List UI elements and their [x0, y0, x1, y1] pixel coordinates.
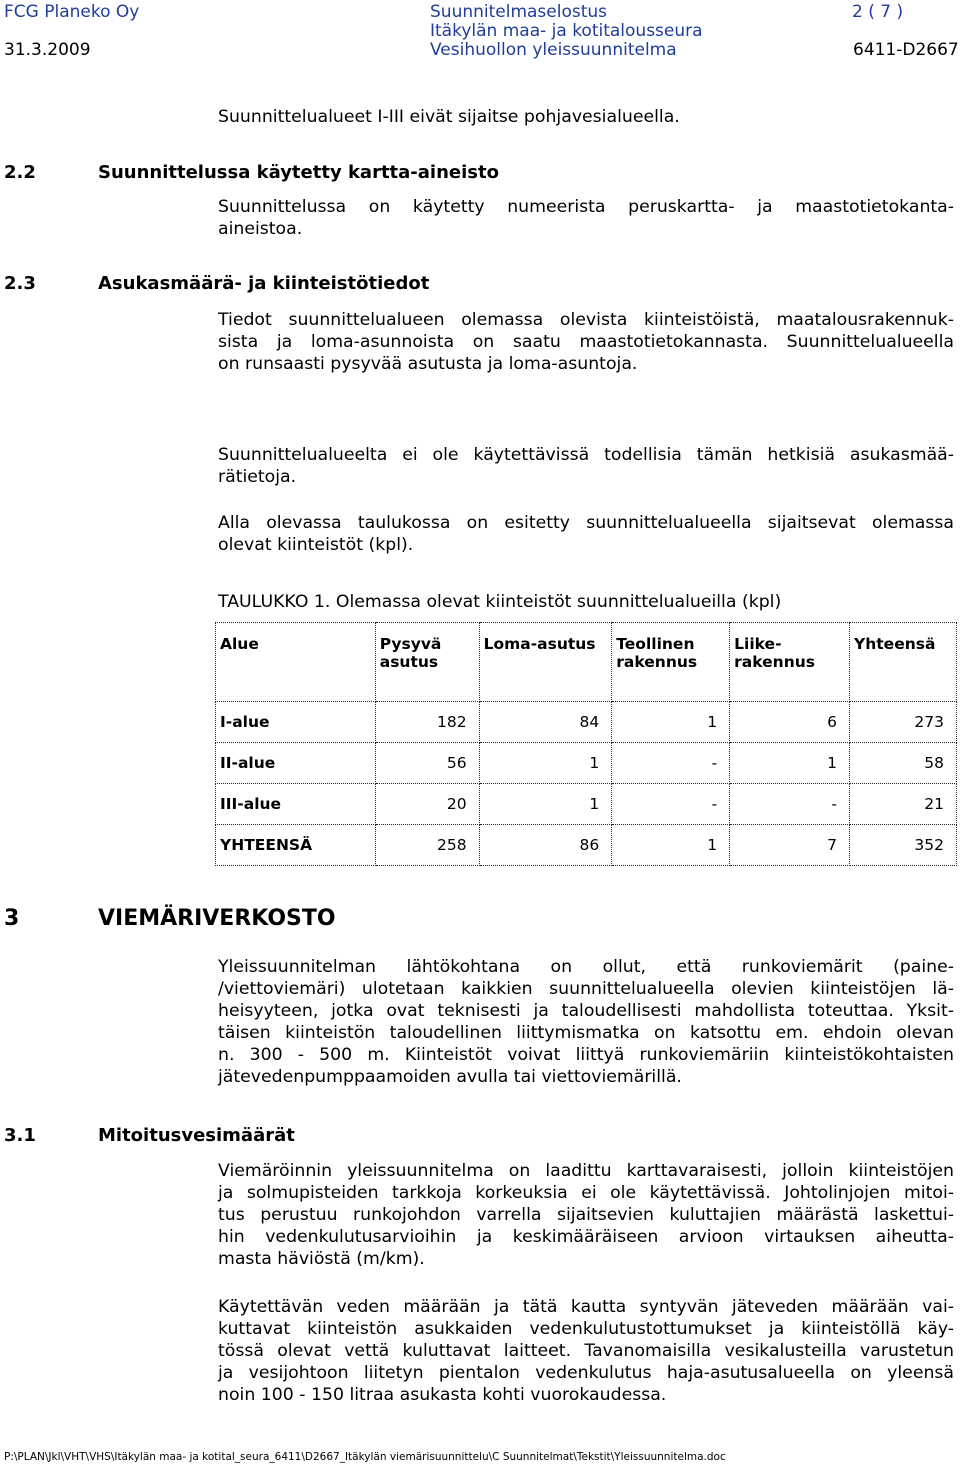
section-2-2-paragraph	[218, 196, 954, 240]
header-page-number: 2 ( 7 )	[852, 2, 904, 22]
section-3-1-title: Mitoitusvesimäärät	[98, 1125, 295, 1146]
table-header-cell: Liike- rakennus	[730, 623, 850, 702]
paragraph-line: Viemäröinnin yleissuunnitelma on laadittu karttavaraisesti, jolloin kiinteistöjen	[218, 1161, 954, 1181]
table-cell: 258	[375, 825, 479, 866]
table-cell: -	[612, 743, 730, 784]
table-caption	[218, 591, 954, 613]
paragraph-line: n. 300 - 500 m. Kiinteistöt voivat liittyä runkoviemäriin kiinteistökohtaisten	[218, 1045, 954, 1065]
paragraph-line: Käytettävän veden määrään ja tätä kautta syntyvän jäteveden määrään vai-	[218, 1297, 954, 1317]
table-header-cell: Pysyvä asutus	[375, 623, 479, 702]
paragraph-line: rätietoja.	[218, 467, 297, 487]
table-cell: 1	[479, 743, 612, 784]
section-2-3-paragraph-2	[218, 444, 954, 488]
paragraph-line: Suunnittelualueelta ei ole käytettävissä todellisia tämän hetkisiä asukasmää-	[218, 445, 954, 465]
table-row	[216, 743, 957, 784]
paragraph-line: olevat kiinteistöt (kpl).	[218, 535, 414, 555]
table-header-row	[216, 623, 957, 702]
table-header-cell: Teollinen rakennus	[612, 623, 730, 702]
header-association: Itäkylän maa- ja kotitalousseura	[430, 21, 703, 41]
paragraph-line: Alla olevassa taulukossa on esitetty suunnittelualueella sijaitsevat olemassa	[218, 513, 954, 533]
paragraph-line: Tiedot suunnittelualueen olemassa olevista kiinteistöistä, maatalousrakennuk-	[218, 310, 954, 330]
paragraph-line: noin 100 - 150 litraa asukasta kohti vuorokaudessa.	[218, 1385, 667, 1405]
header-company: FCG Planeko Oy	[4, 2, 140, 22]
table-cell: 56	[375, 743, 479, 784]
table-cell: 182	[375, 702, 479, 743]
intro-paragraph	[218, 106, 954, 128]
section-2-3-paragraph-3	[218, 512, 954, 556]
table-cell: 21	[850, 784, 957, 825]
table-header-cell: Loma-asutus	[479, 623, 612, 702]
table-cell: -	[730, 784, 850, 825]
section-3-1-number: 3.1	[4, 1125, 36, 1146]
header-date: 31.3.2009	[4, 40, 91, 60]
section-3-paragraph	[218, 956, 954, 1088]
paragraph-line: /viettoviemäri) ulotetaan kaikkien suunnittelualueella olevien kiinteistöjen lä-	[218, 979, 954, 999]
paragraph-line: ja solmupisteiden tarkkoja korkeuksia ei ole käytettävissä. Johtolinjojen mitoi-	[218, 1183, 954, 1203]
paragraph-line: jätevedenpumppaamoiden avulla tai viettoviemärillä.	[218, 1067, 682, 1087]
table-header-cell: Alue	[216, 623, 376, 702]
paragraph-line: heisyyteen, jotka ovat teknisesti ja taloudellisesti mahdollista toteuttaa. Yksit-	[218, 1001, 954, 1021]
table-cell: III-alue	[216, 784, 376, 825]
section-2-2-line: aineistoa.	[218, 219, 303, 239]
header-plan: Vesihuollon yleissuunnitelma	[430, 40, 677, 60]
paragraph-line: ja vesijohtoon liitetyn pientalon vedenkulutus haja-asutusalueella on yleensä	[218, 1363, 954, 1383]
table-caption-text: TAULUKKO 1. Olemassa olevat kiinteistöt suunnittelualueilla (kpl)	[218, 592, 782, 612]
intro-text: Suunnittelualueet I-III eivät sijaitse pohjavesialueella.	[218, 107, 680, 127]
section-3-title: VIEMÄRIVERKOSTO	[98, 906, 336, 931]
paragraph-line: masta häviöstä (m/km).	[218, 1249, 425, 1269]
paragraph-line: tus perustuu runkojohdon varrella sijaitsevien kuluttajien määrästä laskettui-	[218, 1205, 954, 1225]
table-cell: 58	[850, 743, 957, 784]
section-2-2-number: 2.2	[4, 162, 36, 183]
paragraph-line: Yleissuunnitelman lähtökohtana on ollut, että runkoviemärit (paine-	[218, 957, 954, 977]
paragraph-line: täisen kiinteistön taloudellinen liittymismatka on katsottu em. ehdoin olevan	[218, 1023, 954, 1043]
table-cell: 1	[730, 743, 850, 784]
table-cell: YHTEENSÄ	[216, 825, 376, 866]
section-2-3-title: Asukasmäärä- ja kiinteistötiedot	[98, 273, 430, 294]
paragraph-line: sista ja loma-asunnoista on saatu maastotietokannasta. Suunnittelualueella	[218, 332, 954, 352]
section-2-3-number: 2.3	[4, 273, 36, 294]
paragraph-line: tössä olevat vettä kuluttavat laitteet. Tavanomaisilla vesikalusteilla varustetun	[218, 1341, 954, 1361]
table-row	[216, 784, 957, 825]
section-3-1-paragraph-2	[218, 1296, 954, 1406]
table-cell: 273	[850, 702, 957, 743]
section-3-1-paragraph-1	[218, 1160, 954, 1270]
section-2-3-paragraph-1	[218, 309, 954, 375]
table-row-total	[216, 825, 957, 866]
paragraph-line: on runsaasti pysyvää asutusta ja loma-asuntoja.	[218, 354, 638, 374]
table-cell: 352	[850, 825, 957, 866]
property-table	[215, 622, 957, 866]
section-2-2-title: Suunnittelussa käytetty kartta-aineisto	[98, 162, 499, 183]
paragraph-line: kuttavat kiinteistön asukkaiden vedenkulutustottumukset ja kiinteistöllä käy-	[218, 1319, 954, 1339]
table-cell: 20	[375, 784, 479, 825]
table-cell: 7	[730, 825, 850, 866]
table-row	[216, 702, 957, 743]
table-cell: 1	[612, 702, 730, 743]
paragraph-line: hin vedenkulutusarvioihin ja keskimääräiseen arvioon virtauksen aiheutta-	[218, 1227, 954, 1247]
table-cell: 86	[479, 825, 612, 866]
section-3-number: 3	[4, 906, 20, 931]
header-project-number: 6411-D2667	[853, 40, 959, 60]
table-cell: I-alue	[216, 702, 376, 743]
table-cell: -	[612, 784, 730, 825]
table-cell: 1	[612, 825, 730, 866]
table-header-cell: Yhteensä	[850, 623, 957, 702]
footer-file-path: P:\PLAN\Jkl\VHT\VHS\Itäkylän maa- ja kotital_seura_6411\D2667_Itäkylän viemärisuunnittelu\C Suunnitelmat\Tekstit\Yleissuunnitelma.doc	[4, 1451, 726, 1463]
header-doc-type: Suunnitelmaselostus	[430, 2, 608, 22]
table-cell: 1	[479, 784, 612, 825]
section-2-2-line: Suunnittelussa on käytetty numeerista peruskartta- ja maastotietokanta-	[218, 197, 954, 217]
table-cell: II-alue	[216, 743, 376, 784]
table-cell: 84	[479, 702, 612, 743]
table-cell: 6	[730, 702, 850, 743]
